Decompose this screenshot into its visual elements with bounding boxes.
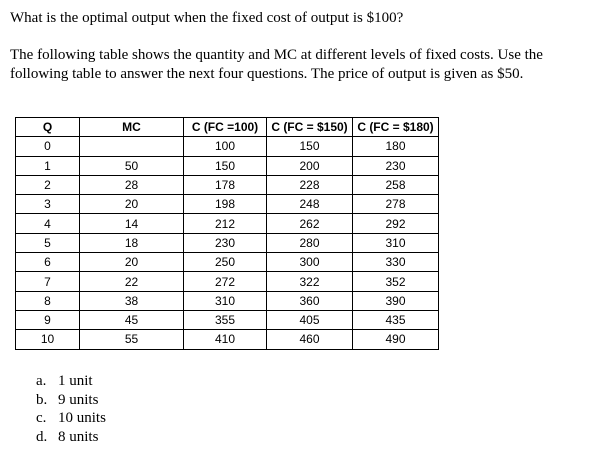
table-row: [16, 214, 439, 233]
cell-mc: 20: [80, 195, 184, 214]
cell-cost-fc180: 258: [353, 175, 439, 194]
cell-cost-fc180: 230: [353, 156, 439, 175]
header-q: Q: [16, 118, 80, 137]
header-cost-fc150: C (FC = $150): [267, 118, 353, 137]
cell-q: 1: [16, 156, 80, 175]
cell-cost-fc100: 100: [184, 137, 267, 156]
cell-mc: 22: [80, 272, 184, 291]
table-row: [16, 330, 439, 349]
cell-q: 9: [16, 310, 80, 329]
cell-q: 3: [16, 195, 80, 214]
cell-cost-fc150: 200: [267, 156, 353, 175]
cell-cost-fc100: 250: [184, 253, 267, 272]
cell-cost-fc180: 352: [353, 272, 439, 291]
cell-q: 10: [16, 330, 80, 349]
option-d[interactable]: [36, 428, 106, 447]
cell-q: 4: [16, 214, 80, 233]
cell-cost-fc100: 272: [184, 272, 267, 291]
option-letter: b.: [36, 391, 48, 408]
cell-cost-fc180: 490: [353, 330, 439, 349]
table-row: [16, 195, 439, 214]
cell-cost-fc100: 410: [184, 330, 267, 349]
table-header-row: [16, 118, 439, 137]
cell-cost-fc100: 310: [184, 291, 267, 310]
cell-cost-fc150: 300: [267, 253, 353, 272]
cell-q: 0: [16, 137, 80, 156]
cell-mc: 38: [80, 291, 184, 310]
table-row: [16, 310, 439, 329]
cell-cost-fc150: 460: [267, 330, 353, 349]
cell-cost-fc100: 150: [184, 156, 267, 175]
cell-mc: [80, 137, 184, 156]
cell-cost-fc150: 248: [267, 195, 353, 214]
table-body: [16, 137, 439, 349]
cell-q: 2: [16, 175, 80, 194]
cell-cost-fc180: 180: [353, 137, 439, 156]
cell-cost-fc180: 278: [353, 195, 439, 214]
instructions-line-1: The following table shows the quantity and MC at different levels of fixed costs. Use the: [10, 47, 543, 63]
cell-mc: 55: [80, 330, 184, 349]
cell-cost-fc150: 150: [267, 137, 353, 156]
cell-cost-fc180: 390: [353, 291, 439, 310]
table-row: [16, 137, 439, 156]
question-text: What is the optimal output when the fixed cost of output is $100?: [10, 10, 404, 26]
cell-cost-fc150: 262: [267, 214, 353, 233]
option-a[interactable]: [36, 372, 106, 391]
option-text: 10 units: [58, 410, 106, 426]
cell-mc: 28: [80, 175, 184, 194]
cell-cost-fc100: 178: [184, 175, 267, 194]
table-row: [16, 272, 439, 291]
header-mc: MC: [80, 118, 184, 137]
cell-mc: 18: [80, 233, 184, 252]
cell-cost-fc180: 292: [353, 214, 439, 233]
option-letter: a.: [36, 373, 47, 389]
table-row: [16, 253, 439, 272]
cell-mc: 14: [80, 214, 184, 233]
table-row: [16, 156, 439, 175]
instructions-line-2: following table to answer the next four questions. The price of output is given as $50.: [10, 66, 524, 82]
cell-q: 5: [16, 233, 80, 252]
option-text: 8 units: [58, 428, 99, 445]
cell-cost-fc150: 322: [267, 272, 353, 291]
table-row: [16, 175, 439, 194]
cell-cost-fc150: 360: [267, 291, 353, 310]
cell-cost-fc180: 310: [353, 233, 439, 252]
table-row: [16, 233, 439, 252]
cell-q: 6: [16, 253, 80, 272]
cell-cost-fc100: 355: [184, 310, 267, 329]
cell-mc: 50: [80, 156, 184, 175]
answer-options: [36, 372, 106, 446]
option-text: 1 unit: [58, 373, 93, 389]
cell-cost-fc100: 230: [184, 233, 267, 252]
option-letter: d.: [36, 428, 48, 445]
cell-cost-fc150: 405: [267, 310, 353, 329]
cell-cost-fc150: 228: [267, 175, 353, 194]
cell-mc: 20: [80, 253, 184, 272]
table-row: [16, 291, 439, 310]
cell-cost-fc150: 280: [267, 233, 353, 252]
cell-cost-fc180: 330: [353, 253, 439, 272]
cell-cost-fc100: 198: [184, 195, 267, 214]
cell-cost-fc100: 212: [184, 214, 267, 233]
cell-q: 7: [16, 272, 80, 291]
option-b[interactable]: [36, 391, 106, 410]
cell-mc: 45: [80, 310, 184, 329]
option-letter: c.: [36, 410, 47, 426]
header-cost-fc180: C (FC = $180): [353, 118, 439, 137]
option-text: 9 units: [58, 391, 99, 408]
instructions-paragraph: [10, 46, 610, 84]
option-c[interactable]: [36, 409, 106, 428]
cell-cost-fc180: 435: [353, 310, 439, 329]
cost-table: [15, 117, 439, 350]
cell-q: 8: [16, 291, 80, 310]
header-cost-fc100: C (FC =100): [184, 118, 267, 137]
